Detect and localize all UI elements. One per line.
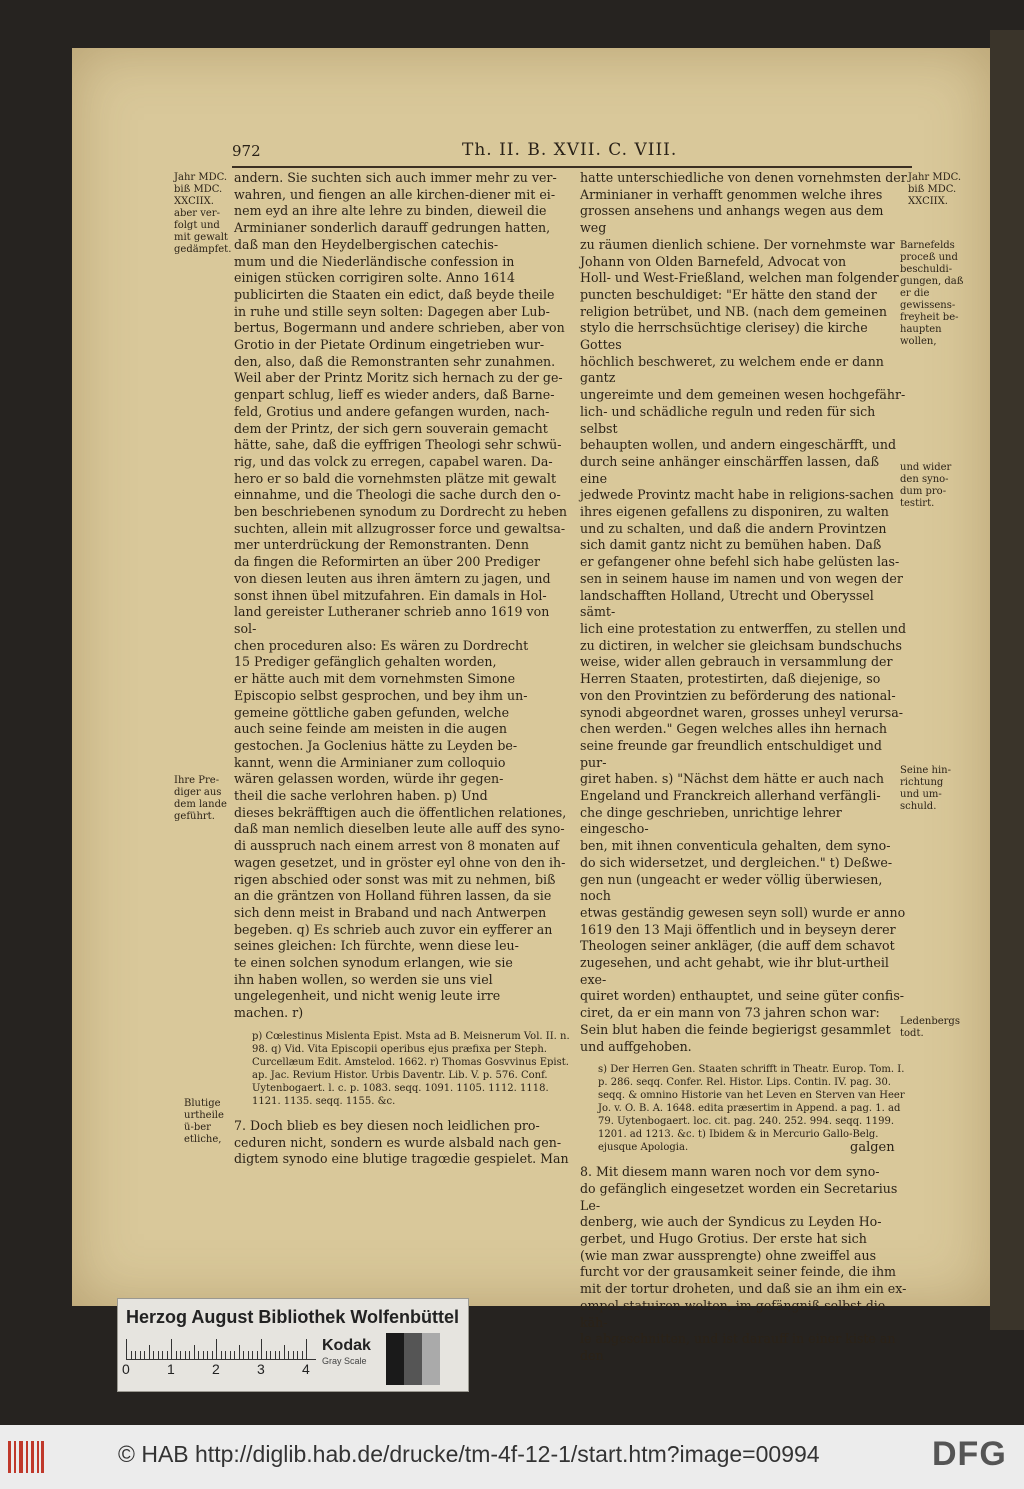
marginal-note-left-2: Ihre Pre-diger aus dem lande geführt.: [174, 775, 227, 822]
header-rule: [232, 166, 912, 168]
text-line: ihn haben wollen, so werden sie uns viel: [234, 971, 493, 987]
marginal-note-left-3: Blutige urtheile ü-ber etliche,: [184, 1098, 224, 1145]
ruler-tick: [194, 1345, 195, 1359]
text-line: gerbet, und Hugo Grotius. Der erste hat sich: [580, 1231, 867, 1247]
text-line: (wie man zwar aussprengte) ohne zweiffel aus: [580, 1247, 877, 1263]
text-line: er gefangener ohne befehl sich habe gelüsten las-: [580, 554, 900, 570]
text-line: che dinge geschrieben, unrichtige lehrer eingescho-: [580, 804, 842, 837]
gray-scale-swatches: [386, 1333, 440, 1385]
text-line: suchten, allein mit allzugrosser force und gewaltsa-: [234, 520, 566, 536]
text-line: synodi abgeordnet waren, grosses unheyl verursa-: [580, 704, 904, 720]
text-line: daß man nemlich dieselben leute alle auff des syno-: [234, 821, 565, 837]
text-line: andern. Sie suchten sich auch immer mehr zu ver-: [234, 170, 557, 185]
ruler-tick: [288, 1351, 289, 1359]
left-column: [234, 170, 570, 1168]
ruler-tick: [284, 1345, 285, 1359]
ruler-tick: [212, 1351, 213, 1359]
text-line: wahren, und fiengen an alle kirchen-diener mit ei-: [234, 186, 556, 202]
text-line: da fingen die Reformirten an über 200 Prediger: [234, 554, 540, 570]
ruler-tick: [131, 1351, 132, 1359]
text-line: mum und die Niederländische confession in: [234, 253, 515, 269]
text-line: Arminianer in verhafft genommen welche ihres: [580, 186, 883, 202]
text-line: weise, wider allen gebrauch in versammlung der: [580, 654, 893, 670]
text-line: begeben. q) Es schrieb auch zuvor ein eyfferer an: [234, 921, 553, 937]
left-footnote: p) Cœlestinus Mislenta Epist. Msta ad B. Meisnerum Vol. II. n. 98. q) Vid. Vita Episcopii operibus ejus præfixa per Steph. Curcellæum Edit. Amstelod. 1662. r) Thomas Gosvvinus Epist. ap. Jac. Revium Histor. Urbis Daventr. Lib. V. p. 576. Conf. Uytenbogaert. l. c. p. 1083. seqq. 1091. 1105. 1112. 1118. 1121. 1135. seqq. 1155. &c.: [252, 1030, 570, 1107]
ruler-tick: [261, 1339, 262, 1359]
text-line: ihres eigenen gefallens zu disponiren, zu walten: [580, 504, 889, 520]
running-head-title: Th. II. B. XVII. C. VIII.: [462, 140, 678, 160]
text-line: Grotio in der Pietate Ordinum eingetrieben wur-: [234, 337, 545, 353]
ruler-tick: [167, 1351, 168, 1359]
text-line: quiret worden) enthauptet, und seine güter confis-: [580, 988, 905, 1004]
text-line: ben, mit ihnen conventicula gehalten, dem syno-: [580, 838, 891, 854]
text-line: sich damit gantz nicht zu bemühen haben. Daß: [580, 537, 882, 553]
kodak-label: Kodak: [322, 1337, 371, 1354]
text-line: rigen abschied oder sonst was mit zu nehmen, biß: [234, 871, 556, 887]
text-line: bertus, Bogermann und andere schrieben, aber von: [234, 320, 565, 336]
ruler-number: 1: [167, 1361, 175, 1377]
text-line: einigen stücken corrigiren solte. Anno 1614: [234, 270, 516, 286]
text-line: puncten beschuldiget: "Er hätte den stand der: [580, 286, 877, 302]
text-line: te einen solchen synodum erlangen, wie sie: [234, 955, 513, 971]
paragraph-8: [580, 1164, 908, 1364]
text-line: stylo die herrschsüchtige clerisey) die kirche Gottes: [580, 320, 868, 353]
text-line: do gefänglich eingesetzet worden ein Secretarius Le-: [580, 1180, 898, 1213]
text-line: Weil aber der Printz Moritz sich hernach zu der ge-: [234, 370, 563, 386]
text-line: ceduren nicht, sondern es wurde alsbald nach gen-: [234, 1134, 562, 1150]
text-line: daß man den Heydelbergischen catechis-: [234, 236, 499, 252]
copyright-url[interactable]: © HAB http://diglib.hab.de/drucke/tm-4f-12-1/start.htm?image=00994: [118, 1441, 820, 1467]
ruler-tick: [176, 1351, 177, 1359]
text-line: Engeland und Franckreich allerhand verfängli-: [580, 788, 881, 804]
text-line: theil die sache verlohren haben. p) Und: [234, 788, 488, 804]
text-line: furcht vor der grausamkeit seiner feinde, die ihm: [580, 1264, 896, 1280]
text-line: rig, und das volck zu erregen, capabel waren. Da-: [234, 453, 553, 469]
text-line: Arminianer sonderlich darauff gedrungen hatten,: [234, 220, 551, 236]
running-header: [232, 140, 912, 166]
ruler-tick: [297, 1351, 298, 1359]
text-line: ciret, da er ein mann von 73 jahren schon war:: [580, 1005, 880, 1021]
ruler-tick: [149, 1345, 150, 1359]
text-line: behaupten wollen, und andern eingeschärfft, und: [580, 437, 897, 453]
text-line: Episcopio selbst gesprochen, und bey ihm un-: [234, 687, 528, 703]
text-line: Sein blut haben die feinde begierigst gesammlet: [580, 1021, 891, 1037]
ruler-number: 0: [122, 1361, 130, 1377]
text-line: ungelegenheit, und nicht wenig leute irre: [234, 988, 501, 1004]
text-line: mer unterdrückung der Remonstranten. Denn: [234, 537, 530, 553]
ruler-tick: [140, 1351, 141, 1359]
viewer-footer: [0, 1425, 1024, 1489]
right-column-text: [580, 170, 908, 1055]
library-name: Herzog August Bibliothek Wolfenbüttel: [126, 1307, 459, 1327]
text-line: giret haben. s) "Nächst dem hätte er auch nach: [580, 771, 884, 787]
ruler-tick: [293, 1351, 294, 1359]
barcode-logo-icon: [6, 1437, 46, 1477]
text-line: den, also, daß die Remonstranten sehr zunahmen.: [234, 353, 556, 369]
ruler-tick: [275, 1351, 276, 1359]
text-line: hätte, sahe, daß die eyffrigen Theologi sehr schwü-: [234, 437, 562, 453]
text-line: le abgeschnitten, und ist darauff in einer kiste an den: [580, 1331, 896, 1363]
text-line: zugesehen, und acht gehabt, wie ihr blut-urtheil exe-: [580, 955, 889, 987]
ruler-tick: [239, 1345, 240, 1359]
ruler-tick: [207, 1351, 208, 1359]
text-line: wagen gesetzet, und in gröster eyl ohne von den ih-: [234, 854, 566, 870]
text-line: grossen ansehens und anhangs wegen aus dem weg: [580, 203, 884, 236]
dfg-logo: DFG: [932, 1435, 1007, 1473]
ruler-tick: [185, 1351, 186, 1359]
text-line: Johann von Olden Barnefeld, Advocat von: [580, 253, 847, 269]
ruler-tick: [234, 1351, 235, 1359]
text-line: feld, Grotius und andere gefangen wurden, nach-: [234, 403, 550, 419]
text-line: 8. Mit diesem mann waren noch vor dem syno-: [580, 1164, 880, 1180]
text-line: landschafften Holland, Utrecht und Oberyssel sämt-: [580, 587, 874, 620]
ruler-number: 3: [257, 1361, 265, 1377]
ruler-tick: [171, 1339, 172, 1359]
ruler-tick: [189, 1351, 190, 1359]
text-line: kannt, wenn die Arminianer zum colloquio: [234, 754, 506, 770]
ruler-tick: [257, 1351, 258, 1359]
ruler-tick: [279, 1351, 280, 1359]
text-line: sich denn meist in Braband und nach Antwerpen: [234, 904, 547, 920]
ruler-number: 2: [212, 1361, 220, 1377]
ruler-tick: [180, 1351, 181, 1359]
text-line: jedwede Provintz macht habe in religions-sachen: [580, 487, 894, 503]
text-line: er hätte auch mit dem vornehmsten Simone: [234, 671, 516, 687]
text-line: do sich widersetzet, und dergleichen." t) Deßwe-: [580, 854, 893, 870]
ruler-tick: [225, 1351, 226, 1359]
text-line: Theologen seiner ankläger, (die auff dem schavot: [580, 938, 895, 954]
text-line: land gereister Lutheraner schrieb anno 1619 von sol-: [234, 604, 550, 636]
page-number: 972: [232, 142, 261, 160]
text-line: chen werden." Gegen welches alles ihn hernach: [580, 721, 887, 737]
text-line: digtem synodo eine blutige tragœdie gespielet. Man: [234, 1151, 569, 1167]
ruler-tick: [266, 1351, 267, 1359]
text-line: und zu schalten, und daß die andern Provintzen: [580, 520, 887, 536]
text-line: di ausspruch nach einem arrest von 8 monaten auf: [234, 838, 560, 854]
text-line: religion betrübet, und NB. (nach dem gemeinen: [580, 303, 887, 319]
text-line: seines gleichen: Ich fürchte, wenn diese leu-: [234, 938, 519, 954]
text-line: hatte unterschiedliche von denen vornehmsten der: [580, 170, 907, 185]
text-line: gestochen. Ja Goclenius hätte zu Leyden be-: [234, 737, 518, 753]
text-line: hero er so bald die vornehmsten plätze mit gewalt: [234, 470, 557, 486]
text-line: an die gräntzen von Holland führen lassen, da sie: [234, 888, 552, 904]
text-line: machen. r): [234, 1005, 304, 1021]
text-line: in ruhe und stille seyn solten: Dagegen aber Lub-: [234, 303, 550, 319]
ruler-tick: [198, 1351, 199, 1359]
right-column: [580, 170, 908, 1365]
paragraph-7: [234, 1118, 570, 1168]
text-line: zu räumen dienlich schiene. Der vornehmste war: [580, 236, 895, 252]
text-line: von den Provintzien zu beförderung des national-: [580, 687, 896, 703]
ruler-tick: [230, 1351, 231, 1359]
text-line: 1619 den 13 Maji öffentlich und in beyseyn derer: [580, 921, 896, 937]
measurement-ruler: [126, 1337, 316, 1360]
text-line: dieses bekräfftigen auch die öffentlichen relationes,: [234, 804, 567, 820]
right-footnote: s) Der Herren Gen. Staaten schrifft in Theatr. Europ. Tom. I. p. 286. seqq. Confer. Rel. Histor. Lips. Contin. IV. pag. 30. seqq. & omnino Historie van het Leven en Sterven van Heer Jo. v. O. B. A. 1648. edita præsertim in Append. a pag. 1. ad 79. Uytenbogaert. loc. cit. pag. 240. 252. 994. seqq. 1199. 1201. ad 1213. &c. t) Ibidem & in Mercurio Gallo-Belg. ejusque Apologia.: [598, 1064, 905, 1154]
left-column-text: [234, 170, 570, 1022]
marginal-note-right-5: Ledenbergs todt.: [900, 1016, 960, 1039]
marginal-note-left-1: Jahr MDC. biß MDC. XXCIIX. aber ver-folgt und mit gewalt gedämpfet.: [174, 172, 232, 255]
text-line: Holl- und West-Frießland, welchen man folgender: [580, 270, 899, 286]
text-line: von diesen leuten aus ihren ämtern zu jagen, und: [234, 570, 551, 586]
text-line: auch seine feinde am meisten in die augen: [234, 721, 507, 737]
marginal-note-right-3: und wider den syno-dum pro-testirt.: [900, 462, 952, 509]
text-line: nem eyd an ihre alte lehre zu binden, dieweil die: [234, 203, 547, 219]
text-line: ungereimte und dem gemeinen wesen hochgefähr-: [580, 387, 906, 403]
text-line: gemeine göttliche gaben gefunden, welche: [234, 704, 510, 720]
marginal-note-right-1: Jahr MDC. biß MDC. XXCIIX.: [908, 172, 962, 207]
text-line: höchlich beschweret, zu welchem ende er dann gantz: [580, 353, 884, 386]
text-line: durch seine anhänger einschärffen lassen, daß eine: [580, 453, 880, 486]
ruler-tick: [302, 1351, 303, 1359]
ruler-tick: [221, 1351, 222, 1359]
book-spine: [990, 30, 1024, 1330]
text-line: gen nun (ungeacht er weder völlig überwiesen, noch: [580, 871, 883, 904]
text-line: etwas geständig gewesen seyn soll) wurde er anno: [580, 904, 906, 920]
text-line: denberg, wie auch der Syndicus zu Leyden Ho-: [580, 1214, 882, 1230]
ruler-tick: [248, 1351, 249, 1359]
text-line: wären gelassen worden, würde ihr gegen-: [234, 771, 504, 787]
ruler-tick: [252, 1351, 253, 1359]
ruler-tick: [158, 1351, 159, 1359]
ruler-number: 4: [302, 1361, 310, 1377]
ruler-tick: [243, 1351, 244, 1359]
ruler-tick: [126, 1339, 127, 1359]
gray-scale-label: Gray Scale: [322, 1356, 367, 1366]
text-line: mit der tortur droheten, und daß sie an ihm ein ex-: [580, 1281, 907, 1297]
ruler-tick: [203, 1351, 204, 1359]
text-line: sonst ihnen übel mitzufahren. Ein damals in Hol-: [234, 587, 547, 603]
text-line: sen in seinem hause im namen und von wegen der: [580, 570, 903, 586]
text-line: publicirten die Staaten ein edict, daß beyde theile: [234, 286, 555, 302]
text-line: seine freunde gar freundlich entschuldiget und pur-: [580, 737, 882, 770]
marginal-note-right-2: Barnefelds proceß und beschuldi-gungen, daß er die gewissens-freyheit be-haupten wollen,: [900, 240, 964, 347]
text-line: zu dictiren, in welcher sie gleichsam bundschuchs: [580, 637, 902, 653]
text-line: chen proceduren also: Es wären zu Dordrecht: [234, 637, 529, 653]
text-line: empel statuiren wolten, im gefängniß selbst die käh-: [580, 1297, 886, 1330]
text-line: 7. Doch blieb es bey diesen noch leidlichen pro-: [234, 1117, 540, 1133]
ruler-tick: [216, 1339, 217, 1359]
ruler-tick: [162, 1351, 163, 1359]
text-line: Herren Staaten, protestirten, daß diejenige, so: [580, 671, 881, 687]
text-line: dem der Printz, der sich gern souverain gemacht: [234, 420, 548, 436]
ruler-tick: [144, 1351, 145, 1359]
ruler-tick: [270, 1351, 271, 1359]
marginal-note-right-4: Seine hin-richtung und um-schuld.: [900, 765, 951, 812]
ruler-tick: [135, 1351, 136, 1359]
library-label-card: [117, 1298, 469, 1392]
ruler-tick: [306, 1339, 307, 1359]
text-line: einnahme, und die Theologi die sache durch den o-: [234, 487, 561, 503]
text-line: lich- und schädliche reguln und reden für sich selbst: [580, 403, 876, 436]
ruler-tick: [153, 1351, 154, 1359]
text-line: lich eine protestation zu entwerffen, zu stellen und: [580, 620, 907, 636]
catchword: galgen: [850, 1140, 895, 1155]
text-line: genpart schlug, lieff es wieder anders, daß Barne-: [234, 387, 555, 403]
text-line: ben beschriebenen synodum zu Dordrecht zu heben: [234, 504, 568, 520]
text-line: und auffgehoben.: [580, 1038, 692, 1054]
text-line: 15 Prediger gefänglich gehalten worden,: [234, 654, 497, 670]
